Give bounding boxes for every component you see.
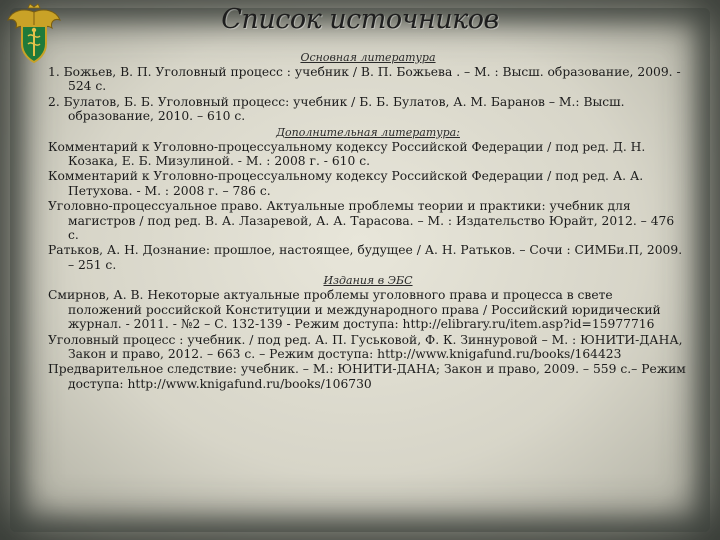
list-item: 2. Булатов, Б. Б. Уголовный процесс: учебник / Б. Б. Булатов, А. М. Баранов – М.: Высш. образование, 2010. – 610 с. <box>48 94 625 124</box>
page-title: Список источников <box>221 4 499 35</box>
list-item: Комментарий к Уголовно-процессуальному кодексу Российской Федерации / под ред. А. А. Петухова. - М. : 2008 г. – 786 с. <box>48 169 644 198</box>
list-item: Предварительное следствие: учебник. – М.: ЮНИТИ-ДАНА; Закон и право, 2009. – 559 с.– Режим доступа: http://www.knigafund.ru/books/106730 <box>48 362 686 391</box>
list-item: Уголовный процесс : учебник. / под ред. А. П. Гуськовой, Ф. К. Зиннуровой – М. : ЮНИТИ-ДАНА, Закон и право, 2012. – 663 с. – Режим доступа: http://www.knigafund.ru/books/164423 <box>48 332 683 361</box>
list-item: Смирнов, А. В. Некоторые актуальные проблемы уголовного права и процесса в свете положений российской Конституции и международного права / Российский юридический журнал. - 2011. - №2 – С. 132-139 - Режим доступа: http://elibrary.ru/item.asp?id=15977716 <box>48 288 661 332</box>
section-heading-additional: Дополнительная литература: <box>276 125 460 139</box>
list-item: 1. Божьев, В. П. Уголовный процесс : учебник / В. П. Божьева . – М. : Высш. образование, 2009. - 524 с. <box>48 65 681 94</box>
list-item: Комментарий к Уголовно-процессуальному кодексу Российской Федерации / под ред. Д. Н. Козака, Е. Б. Мизулиной. - М. : 2008 г. - 610 с. <box>48 139 646 169</box>
section-heading-main: Основная литература <box>300 51 436 64</box>
sources-list <box>48 50 688 392</box>
list-item: Ратьков, А. Н. Дознание: прошлое, настоящее, будущее / А. Н. Ратьков. – Сочи : СИМБи.П, 2009. – 251 с. <box>48 243 683 272</box>
section-heading-ebs: Издания в ЭБС <box>323 274 413 288</box>
list-item: Уголовно-процессуальное право. Актуальные проблемы теории и практики: учебник для магистров / под ред. В. А. Лазаревой, А. А. Тарасова. – М. : Издательство Юрайт, 2012. – 476 с. <box>48 199 675 243</box>
